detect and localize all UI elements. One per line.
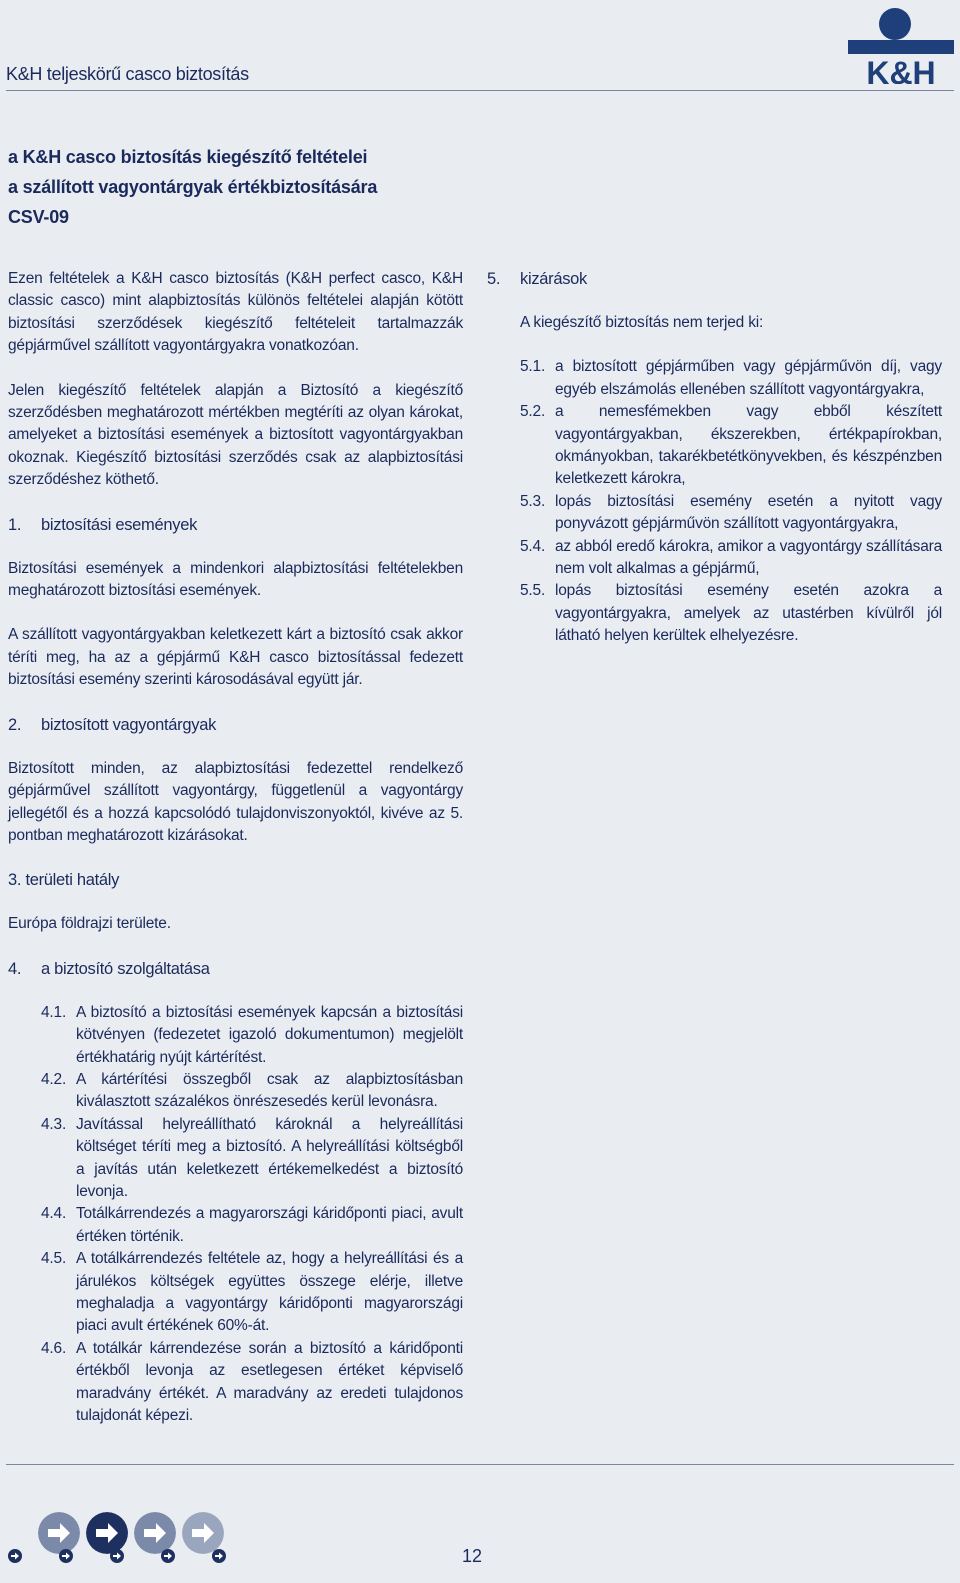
title-line-3: CSV-09 xyxy=(8,207,69,227)
section-5-heading xyxy=(487,268,942,290)
list-item xyxy=(41,1248,463,1338)
list-item xyxy=(41,1338,463,1428)
section-1-heading xyxy=(8,514,463,536)
section-2-paragraph-1: Biztosított minden, az alapbiztosítási fedezettel rendelkező gépjárművel szállított vagyontárgy, függetlenül a vagyontárgy jellegétől és a hozzá kapcsolódó tulajdonviszonyoktól, kivéve az 5. pontban meghatározott kizárásokat. xyxy=(8,759,463,844)
arrow-right-icon xyxy=(110,1549,124,1563)
item-number: 4.2. xyxy=(41,1070,67,1088)
item-text: A kártérítési összegből csak az alapbiztosításban kiválasztott százalékos önrészesedés kerül levonásra. xyxy=(76,1070,463,1111)
title-line-1: a K&H casco biztosítás kiegészítő feltételei xyxy=(8,147,368,167)
page-number: 12 xyxy=(462,1546,483,1566)
section-4-list xyxy=(41,1002,463,1428)
list-item xyxy=(520,401,942,491)
section-4-title: a biztosító szolgáltatása xyxy=(41,959,210,978)
item-number: 4.6. xyxy=(41,1339,67,1357)
list-item xyxy=(520,491,942,536)
section-5-body xyxy=(520,312,942,648)
list-item xyxy=(520,536,942,581)
kh-logo xyxy=(848,4,954,84)
section-3-title: 3. területi hatály xyxy=(8,871,120,890)
item-number: 5.5. xyxy=(520,582,546,600)
item-number: 4.4. xyxy=(41,1205,67,1223)
item-text: a biztosított gépjárműben vagy gépjárművön díj, vagy egyéb elszámolás ellenében szállított vagyontárgyakra, xyxy=(555,358,942,398)
item-number: 5.3. xyxy=(520,492,546,510)
item-text: Totálkárrendezés a magyarországi káridőponti piaci, avult értéken történik. xyxy=(76,1205,463,1245)
item-text: Javítással helyreállítható károknál a helyreállítási költséget téríti meg a biztosító. A helyreállítási költségből a javítás után keletkezett értékemelkedést a biztosító levonja. xyxy=(76,1115,463,1200)
item-text: A totálkárrendezés feltétele az, hogy a helyreállítási és a járulékos költségek együttes összege elérje, illetve meghaladja a vagyontárgy káridőponti magyarországi piaci avult értékének 60%-át. xyxy=(76,1250,463,1335)
arrow-right-icon xyxy=(59,1549,73,1563)
item-text: az abból eredő károkra, amikor a vagyontárgy szállításara nem volt alkalmas a gépjármű, xyxy=(555,537,942,578)
item-text: lopás biztosítási esemény esetén a nyitott vagy ponyvázott gépjárművön szállított vagyontárgyakra, xyxy=(555,492,942,533)
right-column xyxy=(487,268,942,648)
item-text: lopás biztosítási esemény esetén azokra a vagyontárgyakra, amelyek az utastérben kívülről jól látható helyen kerültek elhelyezésre. xyxy=(555,582,942,645)
list-item xyxy=(41,1203,463,1248)
section-1-paragraph-2: A szállított vagyontárgyakban keletkezett kárt a biztosító csak akkor téríti meg, ha az a gépjármű K&H casco biztosítással fedezett biztosítási esemény szerinti károsodásával együtt jár. xyxy=(8,626,463,689)
logo-text: K&H xyxy=(866,55,936,84)
section-2-title: biztosított vagyontárgyak xyxy=(41,715,217,734)
item-number: 5.1. xyxy=(520,358,546,376)
item-number: 4.1. xyxy=(41,1003,67,1021)
list-item xyxy=(41,1114,463,1204)
section-2-heading xyxy=(8,714,463,736)
section-5-title: kizárások xyxy=(520,270,587,288)
section-3-paragraph-1: Európa földrajzi területe. xyxy=(8,915,171,933)
item-text: a nemesfémekben vagy ebből készített vagyontárgyakban, ékszerekben, értékpapírokban, okmányokban, takarékbetétkönyvekben, és készpénzben keletkezett károkra, xyxy=(555,403,942,488)
section-3-heading xyxy=(8,869,463,891)
section-1-number: 1. xyxy=(8,515,22,534)
section-4-heading xyxy=(8,958,463,980)
intro-paragraph-2: Jelen kiegészítő feltételek alapján a Biztosító a kiegészítő szerződésben meghatározott mértékben megtéríti az olyan károkat, amelyeket a biztosítási események a biztosított vagyontárgyakban okoznak. Kiegészítő biztosítási szerződés csak az alapbiztosítási szerződéshez köthető. xyxy=(8,381,463,489)
list-item xyxy=(41,1002,463,1069)
section-5-intro: A kiegészítő biztosítás nem terjed ki: xyxy=(520,314,764,331)
section-2-number: 2. xyxy=(8,715,22,734)
arrow-right-icon xyxy=(161,1549,175,1563)
item-number: 5.4. xyxy=(520,537,546,555)
arrow-right-icon xyxy=(134,1512,176,1554)
footer-mini-arrows xyxy=(8,1549,263,1563)
footer-divider xyxy=(6,1464,954,1465)
arrow-right-icon xyxy=(212,1549,226,1563)
left-column xyxy=(8,268,463,1427)
section-4-number: 4. xyxy=(8,959,22,978)
arrow-right-icon xyxy=(182,1512,224,1554)
item-text: A biztosító a biztosítási események kapcsán a biztosítási kötvényen (fedezetet igazoló dokumentumon) megjelölt értékhatárig nyújt kártérítést. xyxy=(76,1003,463,1066)
title-line-2: a szállított vagyontárgyak értékbiztosítására xyxy=(8,177,378,197)
section-1-title: biztosítási események xyxy=(41,515,198,534)
arrow-right-icon xyxy=(38,1512,80,1554)
section-1-paragraph-1: Biztosítási események a mindenkori alapbiztosítási feltételekben meghatározott biztosítási események. xyxy=(8,559,463,600)
item-text: A totálkár kárrendezése során a biztosító a káridőponti értékből levonja az esetlegesen értéket képviselő maradvány értékét. A maradvány az eredeti tulajdonos tulajdonát képezi. xyxy=(76,1339,463,1425)
section-5-number: 5. xyxy=(487,270,501,288)
arrow-right-icon xyxy=(86,1512,128,1554)
list-item xyxy=(520,580,942,647)
item-number: 5.2. xyxy=(520,403,546,421)
header-title: K&H teljeskörű casco biztosítás xyxy=(6,64,249,84)
item-number: 4.5. xyxy=(41,1250,67,1268)
list-item xyxy=(41,1069,463,1114)
arrow-right-icon xyxy=(8,1549,22,1563)
intro-paragraph-1: Ezen feltételek a K&H casco biztosítás (K&H perfect casco, K&H classic casco) mint alapbiztosítás különös feltételei alapján kötött biztosítási szerződések kiegészítő feltételeit tartalmazzák gépjárművel szállított vagyontárgyakra vonatkozóan. xyxy=(8,270,463,355)
header-divider xyxy=(6,90,954,91)
item-number: 4.3. xyxy=(41,1115,67,1133)
document-title xyxy=(8,142,377,232)
list-item xyxy=(520,356,942,401)
footer-arrow-icons xyxy=(38,1512,224,1554)
